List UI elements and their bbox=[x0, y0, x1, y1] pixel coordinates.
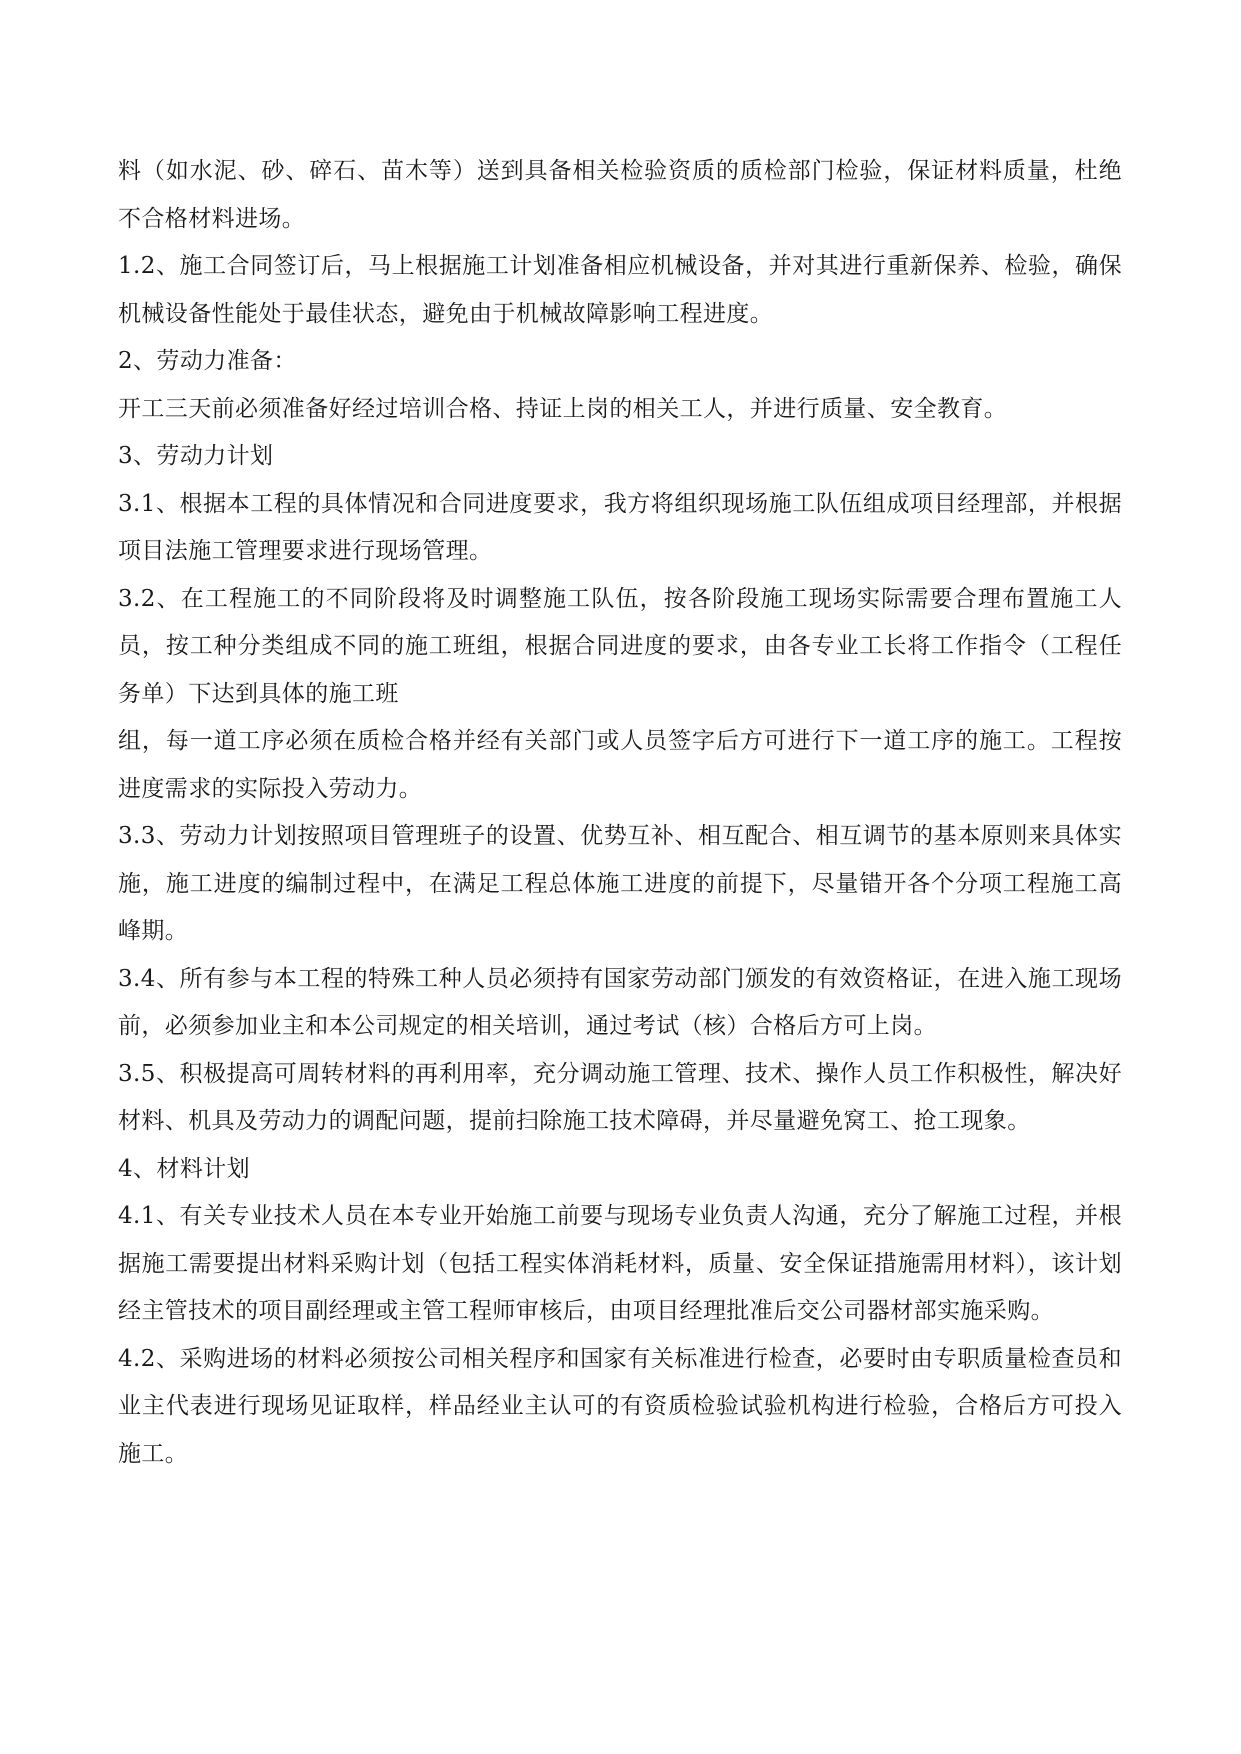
paragraph-3-2: 3.2、在工程施工的不同阶段将及时调整施工队伍，按各阶段施工现场实际需要合理布置施工人员，按工种分类组成不同的施工班组，根据合同进度的要求，由各专业工长将工作指令（工程任务单）下达到具体的施工班 bbox=[118, 585, 1122, 707]
paragraph-3-2-continued: 组，每一道工序必须在质检合格并经有关部门或人员签字后方可进行下一道工序的施工。工程按进度需求的实际投入劳动力。 bbox=[118, 728, 1122, 802]
paragraph-4-2: 4.2、采购进场的材料必须按公司相关程序和国家有关标准进行检查，必要时由专职质量检查员和业主代表进行现场见证取样，样品经业主认可的有资质检验试验机构进行检验，合格后方可投入施工。 bbox=[118, 1345, 1122, 1467]
heading-material-plan: 4、材料计划 bbox=[118, 1155, 251, 1182]
paragraph-3-1: 3.1、根据本工程的具体情况和合同进度要求，我方将组织现场施工队伍组成项目经理部，并根据项目法施工管理要求进行现场管理。 bbox=[118, 490, 1122, 564]
paragraph-material-inspection: 料（如水泥、砂、碎石、苗木等）送到具备相关检验资质的质检部门检验，保证材料质量，杜绝不合格材料进场。 bbox=[118, 158, 1122, 232]
heading-labor-preparation: 2、劳动力准备： bbox=[118, 348, 297, 374]
heading-labor-plan: 3、劳动力计划 bbox=[118, 443, 274, 469]
paragraph-3-3: 3.3、劳动力计划按照项目管理班子的设置、优势互补、相互配合、相互调节的基本原则来具体实施，施工进度的编制过程中，在满足工程总体施工进度的前提下，尽量错开各个分项工程施工高峰期。 bbox=[118, 823, 1122, 944]
paragraph-3-4: 3.4、所有参与本工程的特殊工种人员必须持有国家劳动部门颁发的有效资格证，在进入施工现场前，必须参加业主和本公司规定的相关培训，通过考试（核）合格后方可上岗。 bbox=[118, 965, 1122, 1039]
paragraph-labor-preparation: 开工三天前必须准备好经过培训合格、持证上岗的相关工人，并进行质量、安全教育。 bbox=[118, 395, 1008, 422]
paragraph-1-2: 1.2、施工合同签订后，马上根据施工计划准备相应机械设备，并对其进行重新保养、检验，确保机械设备性能处于最佳状态，避免由于机械故障影响工程进度。 bbox=[118, 253, 1122, 327]
paragraph-4-1: 4.1、有关专业技术人员在本专业开始施工前要与现场专业负责人沟通，充分了解施工过程，并根据施工需要提出材料采购计划（包括工程实体消耗材料，质量、安全保证措施需用材料），该计划经主管技术的项目副经理或主管工程师审核后，由项目经理批准后交公司器材部实施采购。 bbox=[118, 1203, 1122, 1324]
paragraph-3-5: 3.5、积极提高可周转材料的再利用率，充分调动施工管理、技术、操作人员工作积极性，解决好材料、机具及劳动力的调配问题，提前扫除施工技术障碍，并尽量避免窝工、抢工现象。 bbox=[118, 1060, 1122, 1134]
document-body bbox=[118, 148, 1122, 1478]
